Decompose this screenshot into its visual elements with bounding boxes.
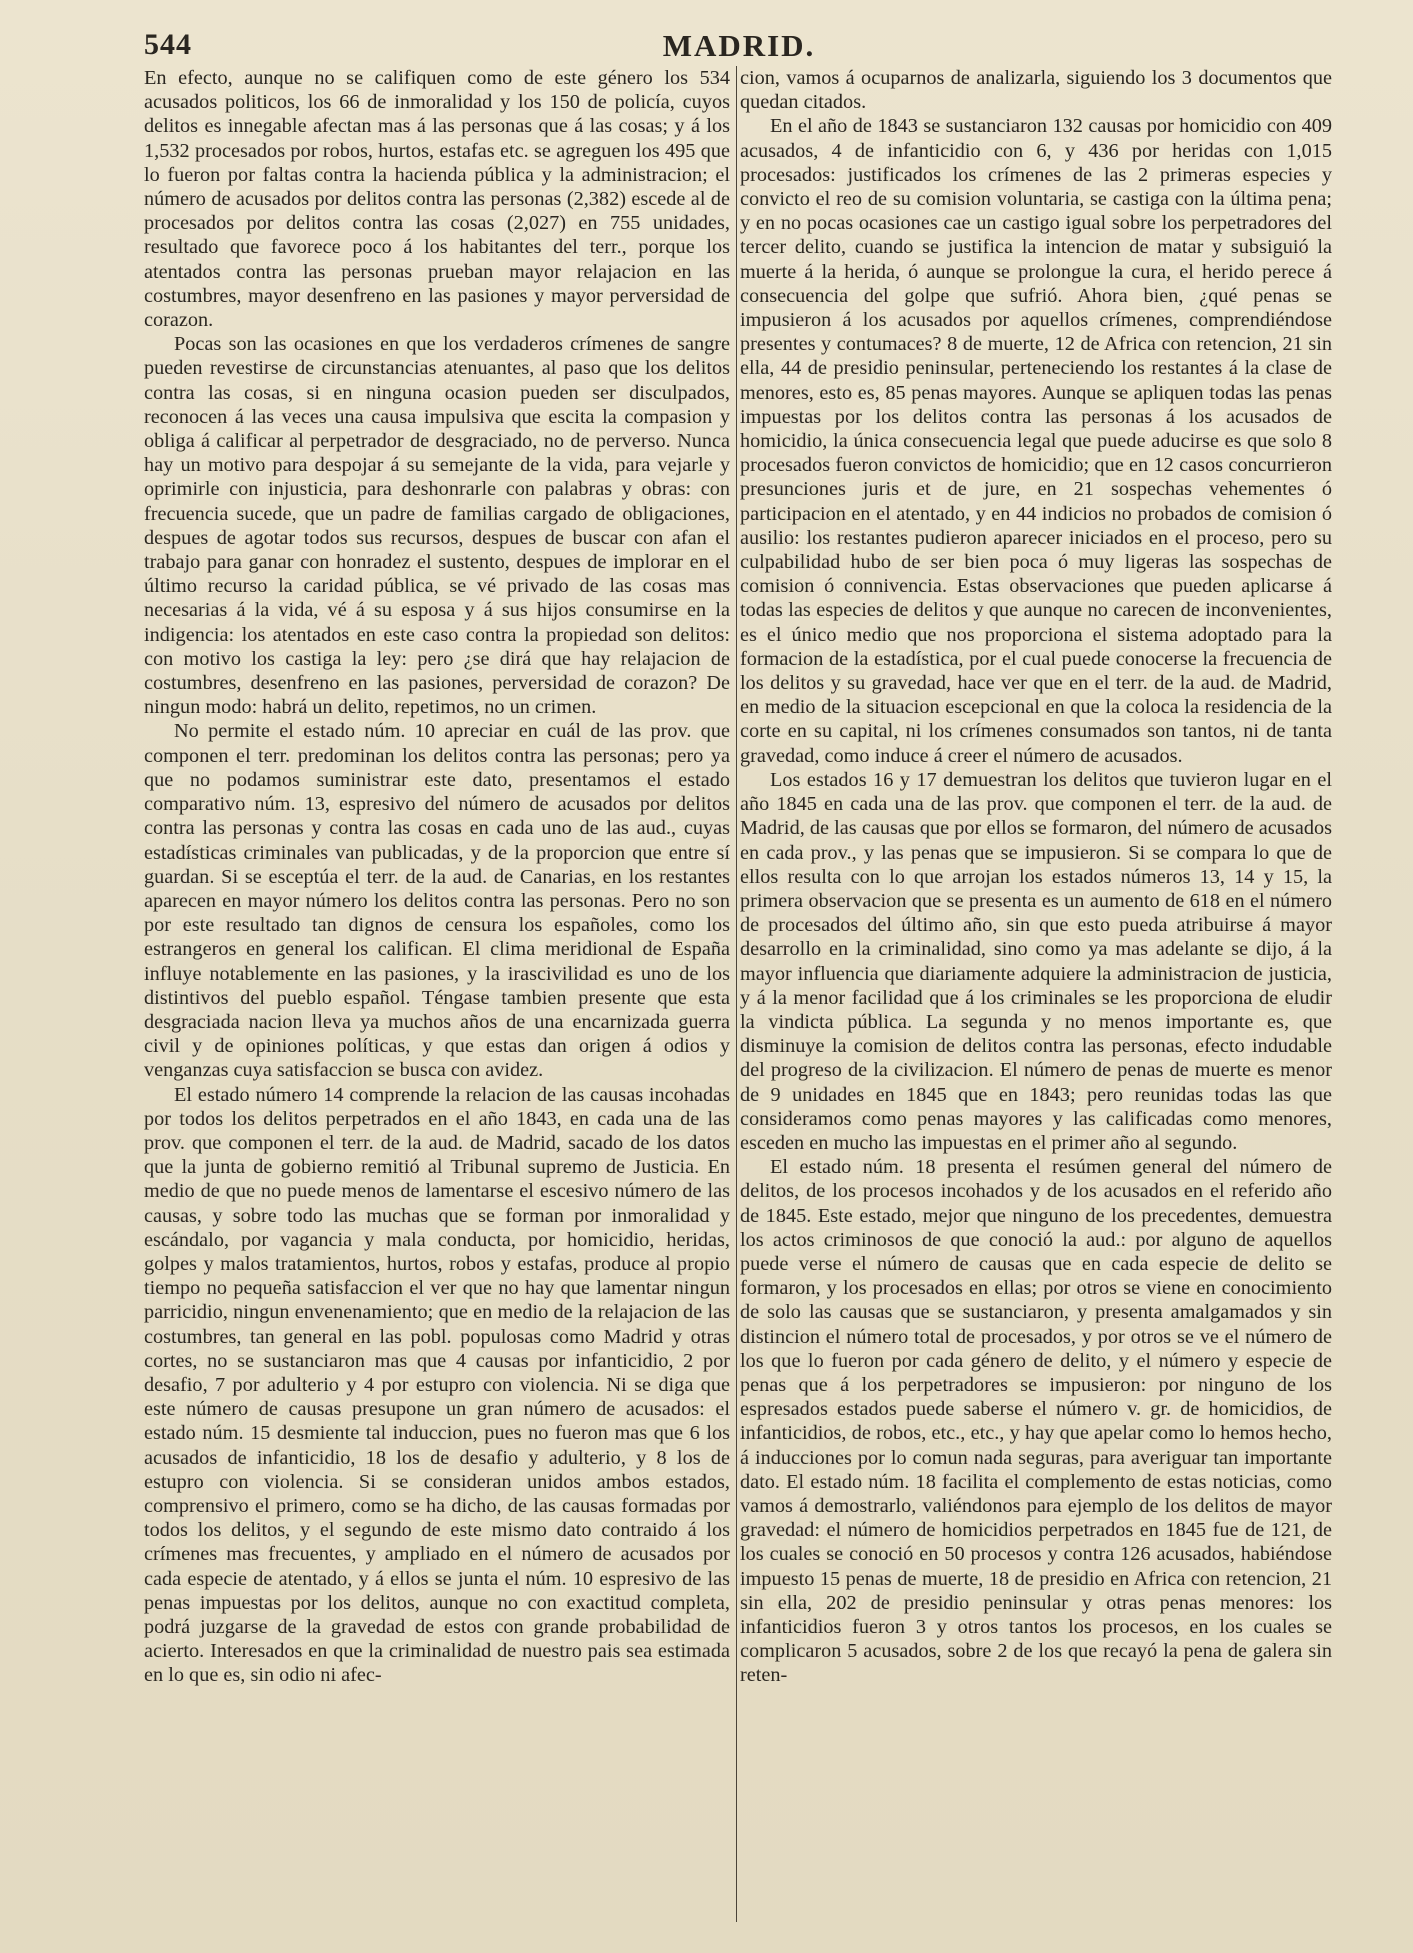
paragraph: El estado núm. 18 presenta el resúmen general del número de delitos, de los procesos incohados y de los acusados en el referido año de 1845. Este estado, mejor que ninguno de los precedentes, demuestra los actos criminosos de que conoció la aud.: por alguno de aquellos puede verse el número de causas que en cada especie de delito se formaron, y los procesados en ellas; por otros se viene en conocimiento de solo las causas que se sustanciaron, y presenta amalgamados y sin distincion el número total de procesados, y por otros se ve el número de los que lo fueron por cada género de delito, y el número y especie de penas que á los perpetradores se impusieron: por ninguno de los espresados estados puede saberse el número v. gr. de homicidios, de infanticidios, de robos, etc., etc., y hay que apelar como lo hemos hecho, á inducciones por lo comun nada seguras, para averiguar tan importante dato. El estado núm. 18 facilita el complemento de estas noticias, como vamos á demostrarlo, valiéndonos para ejemplo de los delitos de mayor gravedad: el número de homicidios perpetrados en 1845 fue de 121, de los cuales se conoció en 50 procesos y contra 126 acusados, habiéndose impuesto 15 penas de muerte, 18 de presidio en Africa con retencion, 21 sin ella, 202 de presidio peninsular y otras penas menores: los infanticidios fueron 3 y otros tantos los procesos, en los cuales se complicaron 5 acusados, sobre 2 de los que recayó la pena de galera sin reten- <box>740 1156 1332 1687</box>
paragraph: cion, vamos á ocuparnos de analizarla, siguiendo los 3 documentos que quedan citados. <box>740 67 1332 114</box>
right-column <box>740 66 1332 1926</box>
column-divider <box>736 66 737 1922</box>
page-number: 544 <box>144 28 192 61</box>
paragraph: El estado número 14 comprende la relacion de las causas incohadas por todos los delitos perpetrados en el año 1843, en cada una de las prov. que componen el terr. de la aud. de Madrid, sacado de los datos que la junta de gobierno remitió al Tribunal supremo de Justicia. En medio de que no puede menos de lamentarse el escesivo número de las causas, y sobre todo las muchas que se forman por inmoralidad y escándalo, por vagancia y mala conducta, por homicidio, heridas, golpes y malos tratamientos, hurtos, robos y estafas, produce al propio tiempo no pequeña satisfaccion el ver que no hay que lamentar ningun parricidio, ningun envenenamiento; que en medio de la relajacion de las costumbres, tan general en las pobl. populosas como Madrid y otras cortes, no se sustanciaron mas que 4 causas por infanticidio, 2 por desafio, 7 por adulterio y 4 por estupro con violencia. Ni se diga que este número de causas presupone un gran número de acusados: el estado núm. 15 desmiente tal induccion, pues no fueron mas que 6 los acusados de infanticidio, 18 los de desafio y adulterio, y 8 los de estupro con violencia. Si se consideran unidos ambos estados, comprensivo el primero, como se ha dicho, de las causas formadas por todos los delitos, y el segundo de este mismo dato contraido á los crímenes mas frecuentes, y ampliado en el número de acusados por cada especie de atentado, y á ellos se junta el núm. 10 espresivo de las penas impuestas por los delitos, aunque no con exactitud completa, podrá juzgarse de la gravedad de estos con grande probabilidad de acierto. Interesados en que la criminalidad de nuestro pais sea estimada en lo que es, sin odio ni afec- <box>144 1083 730 1687</box>
paragraph: En el año de 1843 se sustanciaron 132 causas por homicidio con 409 acusados, 4 de infanticidio con 6, y 436 por heridas con 1,015 procesados: justificados los crímenes de las 2 primeras especies y convicto el reo de su comision voluntaria, se castiga con la última pena; y en no pocas ocasiones cae un castigo igual sobre los perpetradores del tercer delito, cuando se justifica la intencion de matar y subsiguió la muerte á la herida, ó aunque se prolongue la cura, el herido perece á consecuencia del golpe que sufrió. Ahora bien, ¿qué penas se impusieron á los acusados por aquellos crímenes, comprendiéndose presentes y contumaces? 8 de muerte, 12 de Africa con retencion, 21 sin ella, 44 de presidio peninsular, perteneciendo los restantes á la clase de menores, esto es, 85 penas mayores. Aunque se apliquen todas las penas impuestas por los delitos contra las personas á los acusados de homicidio, la única consecuencia legal que puede aducirse es que solo 8 procesados fueron convictos de homicidio; que en 12 casos concurrieron presunciones juris et de jure, en 21 sospechas vehementes ó participacion en el atentado, y en 44 indicios no probados de comision ó ausilio: los restantes pudieron aparecer iniciados en el proceso, pero su culpabilidad hubo de ser bien poca ó muy ligeras las sospechas de comision ó connivencia. Estas observaciones que pueden aplicarse á todas las especies de delitos y que aunque no carecen de inconvenientes, es el único medio que nos proporciona el sistema adoptado para la formacion de la estadística, por el cual puede conocerse la frecuencia de los delitos y su gravedad, hace ver que en el terr. de la aud. de Madrid, en medio de la situacion escepcional en que la coloca la residencia de la corte en su capital, ni los crímenes consumados son tantos, ni de tanta gravedad, como induce á creer el número de acusados. <box>740 115 1332 767</box>
paragraph: En efecto, aunque no se califiquen como de este género los 534 acusados politicos, los 66 de inmoralidad y los 150 de policía, cuyos delitos es innegable afectan mas á las personas que á las cosas; y á los 1,532 procesados por robos, hurtos, estafas etc. se agreguen los 495 que lo fueron por faltas contra la hacienda pública y la administracion; el número de acusados por delitos contra las personas (2,382) escede al de procesados por delitos contra las cosas (2,027) en 755 unidades, resultado que favorece poco á los habitantes del terr., porque los atentados contra las personas prueban mayor relajacion en las costumbres, mayor desenfreno en las pasiones y mayor perversidad de corazon. <box>144 67 730 332</box>
paragraph: No permite el estado núm. 10 apreciar en cuál de las prov. que componen el terr. predominan los delitos contra las personas; pero ya que no podamos suministrar este dato, presentamos el estado comparativo núm. 13, espresivo del número de acusados por delitos contra las personas y contra las cosas en cada uno de las aud., cuyas estadísticas criminales van publicadas, y de la proporcion que entre sí guardan. Si se esceptúa el terr. de la aud. de Canarias, en los restantes aparecen en mayor número los delitos contra las personas. Pero no son por este resultado tan dignos de censura los españoles, como los estrangeros en general los califican. El clima meridional de España influye notablemente en las pasiones, y la irascivilidad es uno de los distintivos del pueblo español. Téngase tambien presente que esta desgraciada nacion lleva ya muchos años de una encarnizada guerra civil y de opiniones políticas, y que estas dan origen á odios y venganzas cuya satisfaccion se busca con avidez. <box>144 720 730 1082</box>
running-title: MADRID. <box>662 28 816 63</box>
paragraph: Los estados 16 y 17 demuestran los delitos que tuvieron lugar en el año 1845 en cada una de las prov. que componen el terr. de la aud. de Madrid, de las causas que por ellos se formaron, del número de acusados en cada prov., y las penas que se impusieron. Si se compara lo que de ellos resulta con lo que arrojan los estados números 13, 14 y 15, la primera observacion que se presenta es un aumento de 618 en el número de procesados del último año, sin que esto pueda atribuirse á mayor desarrollo en la criminalidad, sino como ya mas adelante se dijo, á la mayor influencia que diariamente adquiere la administracion de justicia, y á la menor facilidad que á los criminales se les proporciona de eludir la vindicta pública. La segunda y no menos importante es, que disminuye la comision de delitos contra las personas, efecto indudable del progreso de la civilizacion. El número de penas de muerte es menor de 9 unidades en 1845 que en 1843; pero reunidas todas las que consideramos como penas mayores y las calificadas como menores, esceden en mucho las impuestas en el primer año al segundo. <box>740 768 1332 1154</box>
left-column <box>144 66 730 1926</box>
page-header <box>140 28 1338 68</box>
paragraph: Pocas son las ocasiones en que los verdaderos crímenes de sangre pueden revestirse de circunstancias atenuantes, al paso que los delitos contra las cosas, si en ninguna ocasion pueden ser disculpados, reconocen á las veces una causa impulsiva que escita la compasion y obliga á calificar al perpetrador de desgraciado, no de perverso. Nunca hay un motivo para despojar á su semejante de la vida, para vejarle y oprimirle con injusticia, para deshonrarle con palabras y obras: con frecuencia sucede, que un padre de familias cargado de obligaciones, despues de agotar todos sus recursos, despues de buscar con afan el trabajo para ganar con honradez el sustento, despues de implorar en el último recurso la caridad pública, se vé privado de las cosas mas necesarias á la vida, vé á su esposa y á sus hijos consumirse en la indigencia: los atentados en este caso contra la propiedad son delitos: con motivo los castiga la ley: pero ¿se dirá que hay relajacion de costumbres, desenfreno en las pasiones, perversidad de corazon? De ningun modo: habrá un delito, repetimos, no un crimen. <box>144 333 730 719</box>
